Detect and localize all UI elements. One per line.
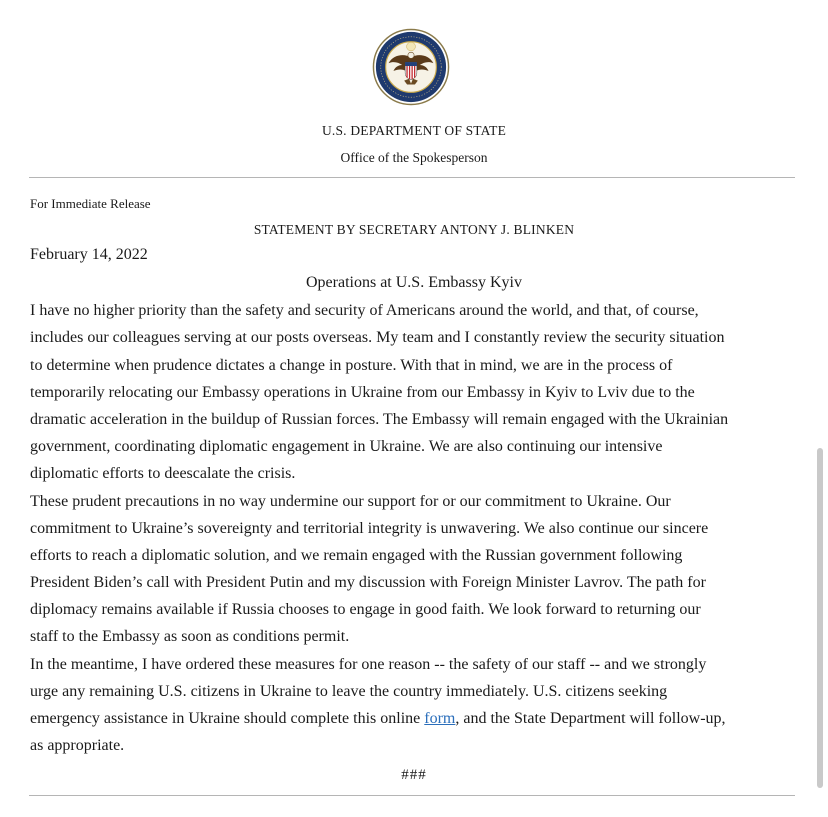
end-of-release-mark: ###	[401, 767, 427, 783]
text-line: I have no higher priority than the safety and security of Americans around the world, and that, of course,	[30, 302, 699, 320]
online-form-link[interactable]: form	[424, 710, 456, 727]
text-line: includes our colleagues serving at our posts overseas. My team and I constantly review the security situation	[30, 329, 725, 347]
text-line: These prudent precautions in no way undermine our support for or our commitment to Ukraine. Our	[30, 492, 671, 510]
release-date: February 14, 2022	[30, 246, 148, 263]
top-divider	[29, 177, 795, 178]
text-line: government, coordinating diplomatic engagement in Ukraine. We are also continuing our intensive	[30, 438, 663, 456]
text-line: In the meantime, I have ordered these measures for one reason -- the safety of our staff -- and we strongly	[30, 655, 707, 673]
text-line: staff to the Embassy as soon as conditions permit.	[30, 628, 350, 646]
text-line-with-link	[30, 705, 820, 732]
link-line-before: emergency assistance in Ukraine should complete this online	[30, 710, 425, 727]
statement-heading: STATEMENT BY SECRETARY ANTONY J. BLINKEN	[253, 222, 575, 237]
text-line: efforts to reach a diplomatic solution, and we remain engaged with the Russian government following	[30, 546, 683, 564]
text-line: urge any remaining U.S. citizens in Ukraine to leave the country immediately. U.S. citizens seeking	[30, 682, 668, 700]
vertical-scrollbar[interactable]	[817, 448, 823, 788]
text-line: President Biden’s call with President Putin and my discussion with Foreign Minister Lavrov. The path for	[30, 574, 706, 592]
department-of-state-seal-icon	[372, 28, 450, 106]
statement-title: Operations at U.S. Embassy Kyiv	[306, 274, 522, 291]
text-line: dramatic acceleration in the buildup of Russian forces. The Embassy will remain engaged with the Ukrainian	[30, 410, 729, 428]
text-line: commitment to Ukraine’s sovereignty and territorial integrity is unwavering. We also continue our sincere	[30, 519, 709, 537]
text-line: as appropriate.	[30, 737, 125, 755]
text-line: diplomatic efforts to deescalate the crisis.	[30, 465, 296, 483]
department-name: U.S. DEPARTMENT OF STATE	[321, 123, 507, 138]
text-line: temporarily relocating our Embassy operations in Ukraine from our Embassy in Kyiv to Lviv due to the	[30, 383, 695, 401]
release-label: For Immediate Release	[30, 196, 151, 211]
title-spacer-line	[30, 270, 820, 297]
text-line: to determine when prudence dictates a change in posture. With that in mind, we are in the process of	[30, 356, 673, 374]
link-line-after: , and the State Department will follow-up,	[455, 710, 726, 727]
office-name: Office of the Spokesperson	[340, 150, 488, 165]
bottom-divider	[29, 795, 795, 796]
statement-body	[30, 270, 820, 759]
text-line: diplomacy remains available if Russia chooses to engage in good faith. We look forward to returning our	[30, 601, 701, 619]
